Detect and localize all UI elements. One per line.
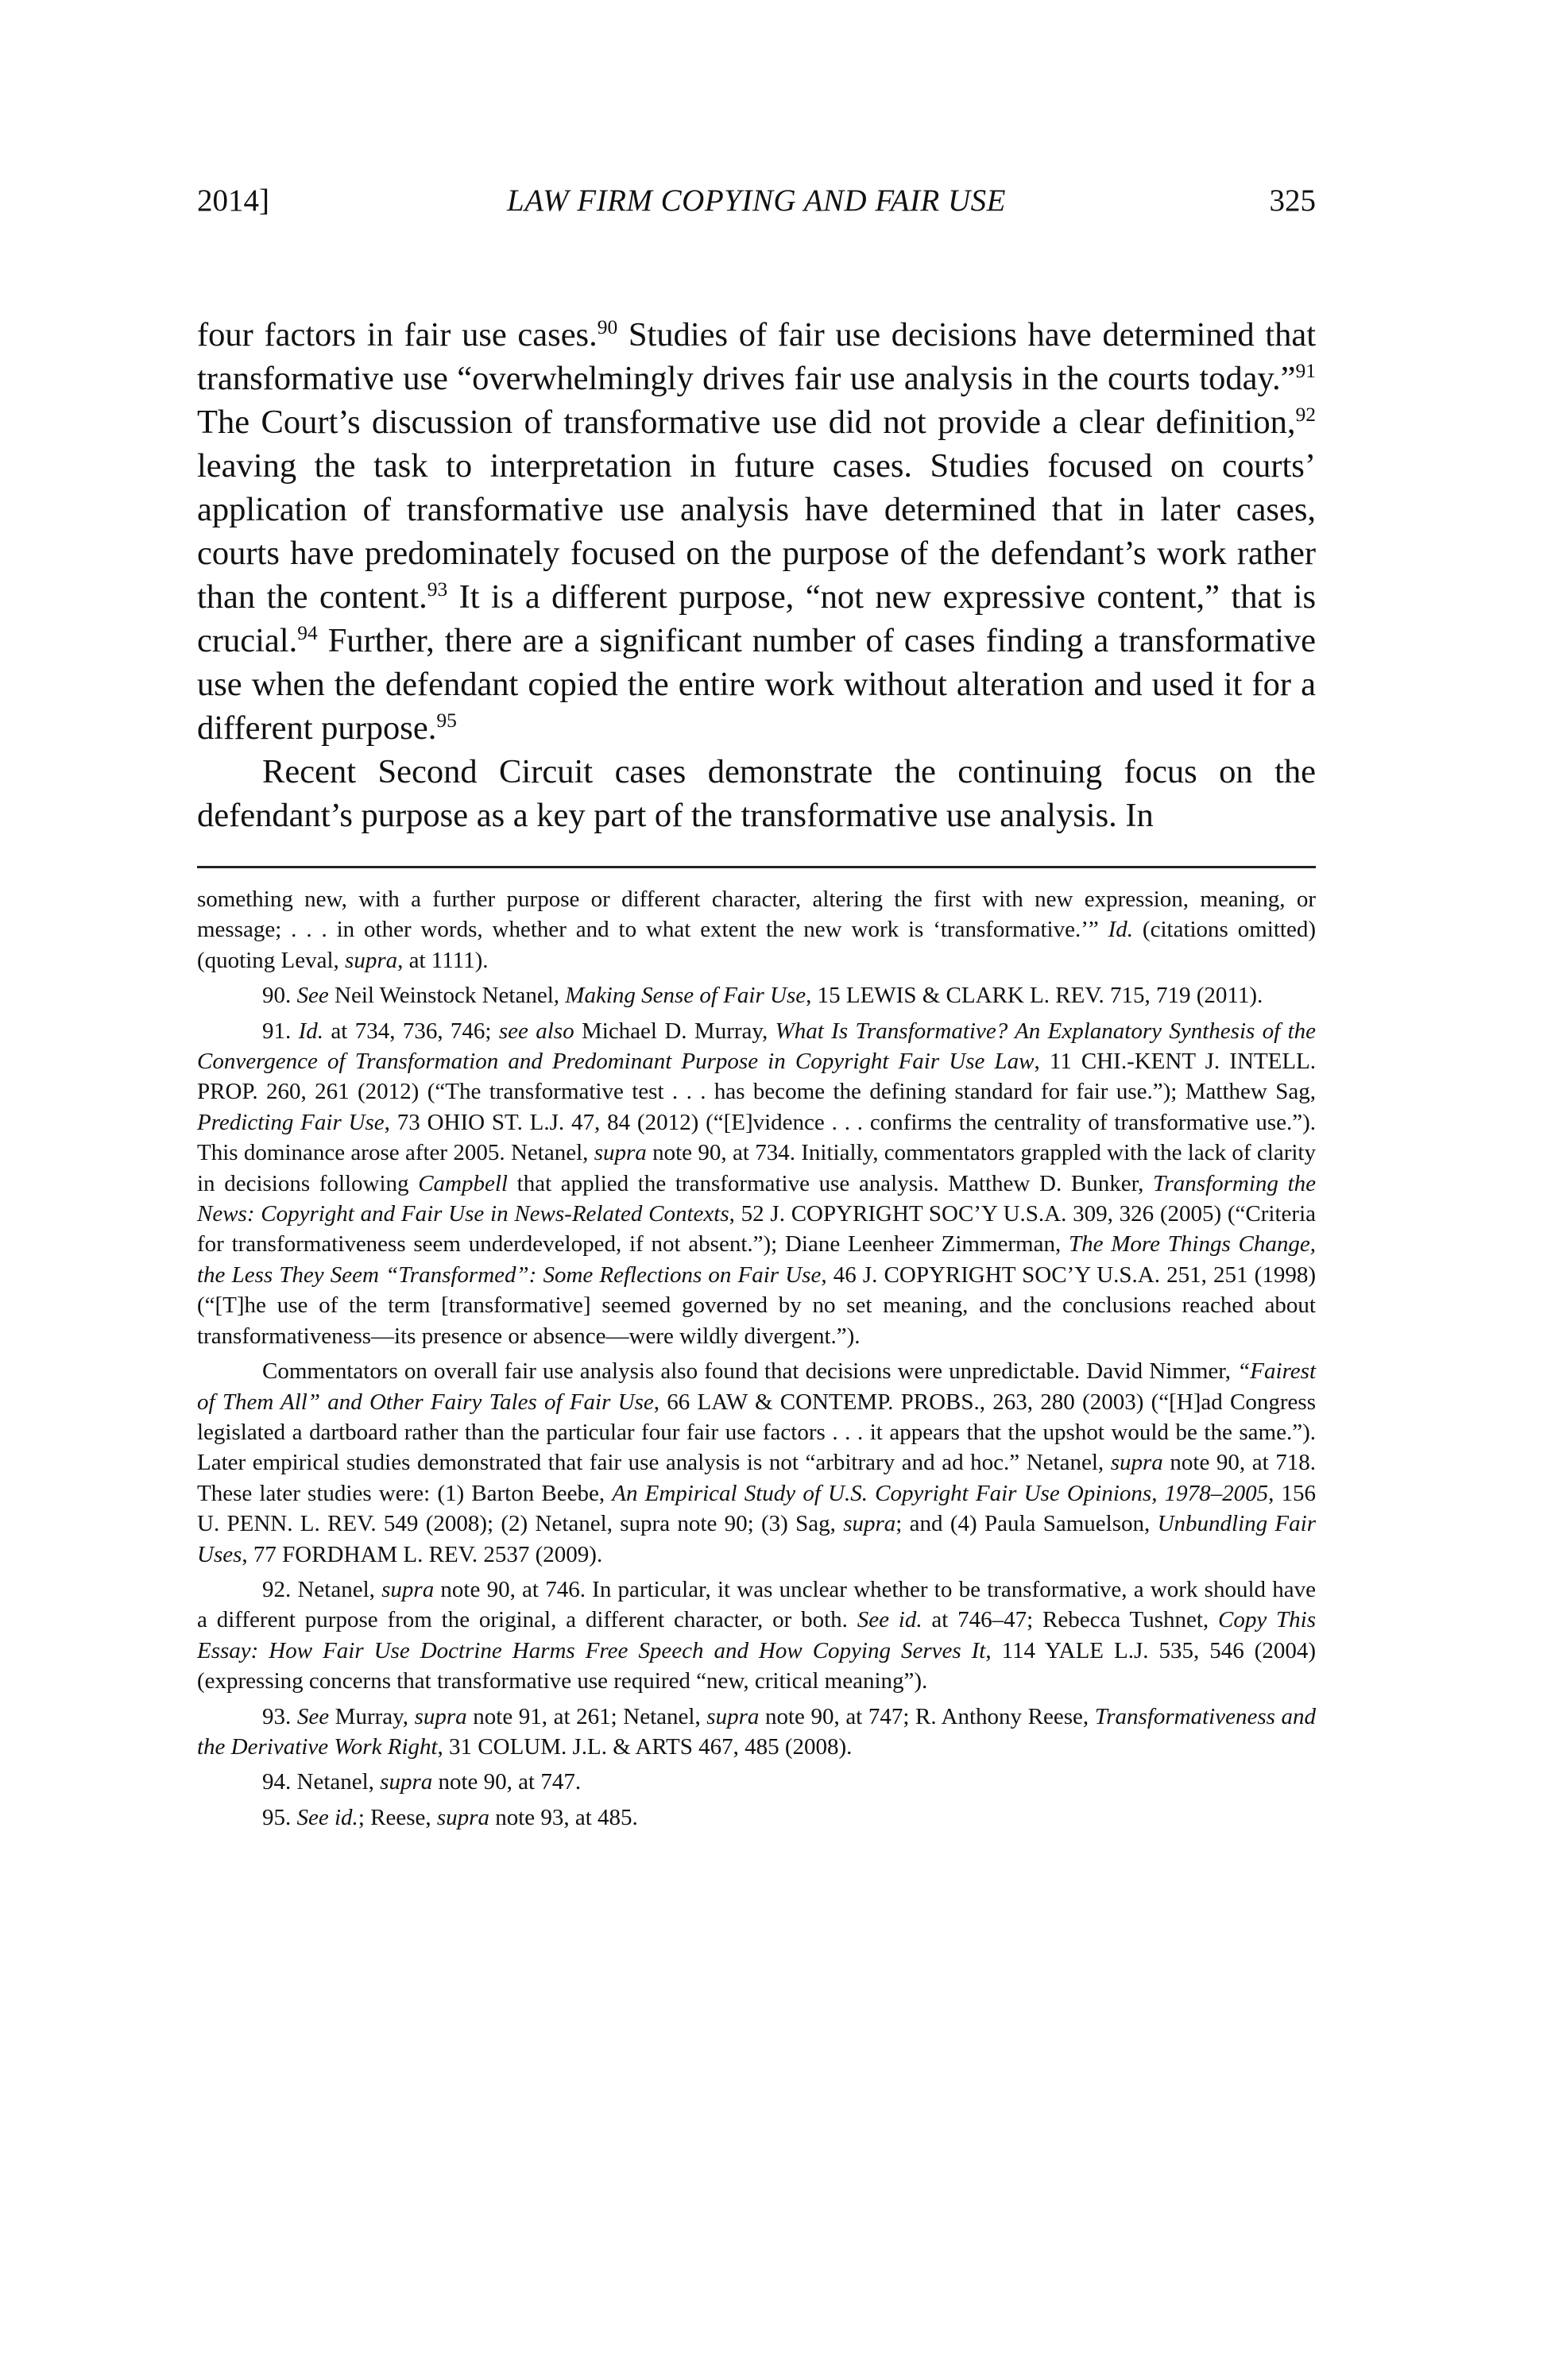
- text-run: [291, 1018, 298, 1044]
- text-run: [291, 983, 296, 1008]
- text-run: See: [296, 1703, 330, 1729]
- text-run: Further, there are a significant number of cases finding a transformative use when the defendant copied the entire work without alteration and used it for a different purpose.: [197, 622, 1316, 747]
- text-run: note 91, at 261; Netanel,: [466, 1703, 707, 1729]
- header-year: 2014]: [197, 184, 269, 218]
- text-run: (citations omitted) (quoting Leval,: [197, 917, 1316, 973]
- text-run: note 90, at 747; R. Anthony Reese,: [759, 1703, 1095, 1729]
- footnote-94: [197, 1767, 1316, 1797]
- footnote-number: 95.: [262, 1804, 292, 1830]
- text-run: at 734, 736, 746;: [323, 1018, 499, 1044]
- text-run: , 52 J. COPYRIGHT SOC’Y U.S.A. 309, 326 (2005) (“Criteria for transformativeness seem underdeveloped, if not absent.”); Diane Leenheer Zimmerman,: [197, 1201, 1317, 1258]
- footnote-number: 93.: [262, 1703, 292, 1729]
- text-run: ; Reese,: [358, 1804, 437, 1830]
- text-run: supra: [1110, 1450, 1163, 1476]
- text-run: Copy This Essay: How Fair Use Doctrine Harms Free Speech and How Copying Serves It: [197, 1607, 1317, 1663]
- text-run: something new, with a further purpose or different character, altering the first with new expression, meaning, or message; . . . in other words, whether and to what extent the new work is ‘transformative.’”: [197, 887, 1316, 943]
- text-run: , at 1111).: [397, 947, 489, 973]
- footnote-91-continued: [197, 1356, 1316, 1570]
- text-run: Netanel,: [291, 1576, 382, 1602]
- text-run: at 746–47; Rebecca Tushnet,: [922, 1607, 1218, 1633]
- text-run: Id.: [298, 1018, 324, 1044]
- footnote-separator: [197, 866, 1316, 868]
- text-run: , 11 CHI.-KENT J. INTELL. PROP. 260, 261 (2012) (“The transformative test . . . has become the defining standard for fair use.”); Matthew Sag,: [197, 1049, 1316, 1105]
- text-run: Id.: [1108, 917, 1134, 943]
- text-run: Commentators on overall fair use analysis also found that decisions were unpredictable. David Nimmer,: [262, 1358, 1238, 1385]
- text-run: , 156 U. PENN. L. REV. 549 (2008); (2) Netanel, supra note 90; (3) Sag,: [197, 1480, 1316, 1537]
- text-run: The Court’s discussion of transformative use did not provide a clear definition,: [197, 404, 1296, 441]
- text-run: supra: [706, 1703, 760, 1729]
- text-run: What Is Transformative? An Explanatory Synthesis of the Convergence of Transformation and Predominant Purpose in Copyright Fair Use Law: [197, 1018, 1317, 1075]
- text-run: four factors in fair use cases.: [197, 316, 598, 354]
- text-run: see also: [498, 1018, 574, 1044]
- footnote-number: 94.: [262, 1769, 292, 1795]
- text-run: note 93, at 485.: [489, 1804, 638, 1830]
- text-run: Campbell: [418, 1170, 508, 1196]
- footnote-95: [197, 1802, 1316, 1833]
- text-run: ; and (4) Paula Samuelson,: [895, 1511, 1158, 1537]
- footnote-continuation: [197, 884, 1316, 976]
- header-title: LAW FIRM COPYING AND FAIR USE: [507, 184, 1006, 218]
- text-run: Predicting Fair Use: [197, 1109, 385, 1135]
- text-run: supra: [594, 1140, 647, 1166]
- text-run: An Empirical Study of U.S. Copyright Fair Use Opinions, 1978–2005: [612, 1480, 1269, 1506]
- footnote-ref-92: 92: [1295, 402, 1316, 426]
- text-run: Netanel,: [291, 1769, 381, 1795]
- text-run: supra: [414, 1703, 467, 1729]
- text-run: that applied the transformative use analysis. Matthew D. Bunker,: [508, 1170, 1153, 1196]
- text-run: Studies of fair use decisions have determined that transformative use “overwhelmingly drives fair use analysis in the courts today.”: [197, 316, 1317, 397]
- text-run: Neil Weinstock Netanel,: [328, 983, 566, 1009]
- text-run: , 73 OHIO ST. L.J. 47, 84 (2012) (“[E]vidence . . . confirms the centrality of transformative use.”). This dominance arose after 2005. Netanel,: [197, 1109, 1316, 1166]
- main-text: [197, 313, 1316, 837]
- footnotes: [197, 884, 1316, 1833]
- text-run: supra: [381, 1576, 435, 1602]
- text-run: supra: [436, 1804, 489, 1830]
- text-run: [291, 1704, 297, 1729]
- body-paragraph-2: Recent Second Circuit cases demonstrate the continuing focus on the defendant’s purpose as a key part of the transformative use analysis. In: [197, 753, 1316, 834]
- page: [197, 183, 1316, 1837]
- text-run: See id.: [857, 1607, 922, 1633]
- text-run: , 114 YALE L.J. 535, 546 (2004) (expressing concerns that transformative use required “new, critical meaning”).: [197, 1637, 1317, 1694]
- text-run: See id.: [296, 1804, 358, 1830]
- footnote-ref-94: 94: [297, 620, 318, 644]
- text-run: Murray,: [329, 1703, 415, 1729]
- footnote-number: 92.: [262, 1576, 292, 1602]
- footnote-ref-91: 91: [1295, 358, 1316, 382]
- text-run: Transforming the News: Copyright and Fair Use in News-Related Contexts: [197, 1170, 1316, 1227]
- text-run: See: [296, 983, 329, 1009]
- running-header: [197, 183, 1316, 240]
- text-run: , 77 FORDHAM L. REV. 2537 (2009).: [242, 1541, 603, 1567]
- text-run: , 15 LEWIS & CLARK L. REV. 715, 719 (2011).: [806, 983, 1263, 1009]
- text-run: “Fairest of Them All” and Other Fairy Tales of Fair Use: [197, 1358, 1316, 1415]
- text-run: supra: [843, 1511, 896, 1537]
- text-run: note 90, at 734. Initially, commentators grappled with the lack of clarity in decisions following: [197, 1140, 1316, 1196]
- footnote-90: [197, 980, 1316, 1010]
- body-paragraph-1: [197, 313, 1316, 750]
- text-run: leaving the task to interpretation in future cases. Studies focused on courts’ application of transformative use analysis have determined that in later cases, courts have predominately focused on the purpose of the defendant’s work rather than the content.: [197, 447, 1316, 616]
- text-run: It is a different purpose, “not new expressive content,” that is crucial.: [197, 578, 1316, 659]
- footnote-number: 90.: [262, 983, 292, 1009]
- text-run: [291, 1805, 296, 1830]
- footnote-ref-90: 90: [597, 315, 618, 338]
- text-run: The More Things Change, the Less They Seem “Transformed”: Some Reflections on Fair Use: [197, 1231, 1316, 1288]
- text-run: note 90, at 718. These later studies were: (1) Barton Beebe,: [197, 1450, 1316, 1506]
- footnote-number: 91.: [262, 1018, 292, 1044]
- footnote-91: [197, 1016, 1316, 1351]
- footnote-92: [197, 1574, 1316, 1697]
- page-number: 325: [1269, 184, 1316, 218]
- text-run: Transformativeness and the Derivative Work Right: [197, 1703, 1317, 1760]
- text-run: Making Sense of Fair Use: [565, 983, 806, 1009]
- footnote-93: [197, 1702, 1316, 1763]
- text-run: supra: [380, 1769, 433, 1795]
- footnote-ref-93: 93: [427, 577, 448, 601]
- text-run: supra: [345, 947, 398, 973]
- text-run: note 90, at 746. In particular, it was unclear whether to be transformative, a work should have a different purpose from the original, a different character, or both.: [197, 1576, 1316, 1633]
- text-run: Michael D. Murray,: [574, 1018, 776, 1044]
- footnote-ref-95: 95: [436, 708, 457, 732]
- text-run: , 31 COLUM. J.L. & ARTS 467, 485 (2008).: [437, 1733, 853, 1760]
- text-run: Unbundling Fair Uses: [197, 1511, 1316, 1567]
- text-run: , 66 LAW & CONTEMP. PROBS., 263, 280 (2003) (“[H]ad Congress legislated a dartboard rather than the particular four fair use factors . . . it appears that the upshot would be the same.”). Later empirical studies demonstrated that fair use analysis is not “arbitrary and ad hoc.” Netanel,: [197, 1389, 1316, 1476]
- text-run: note 90, at 747.: [432, 1769, 582, 1795]
- text-run: , 46 J. COPYRIGHT SOC’Y U.S.A. 251, 251 (1998) (“[T]he use of the term [transformative] seemed governed by no set meaning, and the conclusions reached about transformativeness—its presence or absence—were wildly divergent.”).: [197, 1261, 1316, 1349]
